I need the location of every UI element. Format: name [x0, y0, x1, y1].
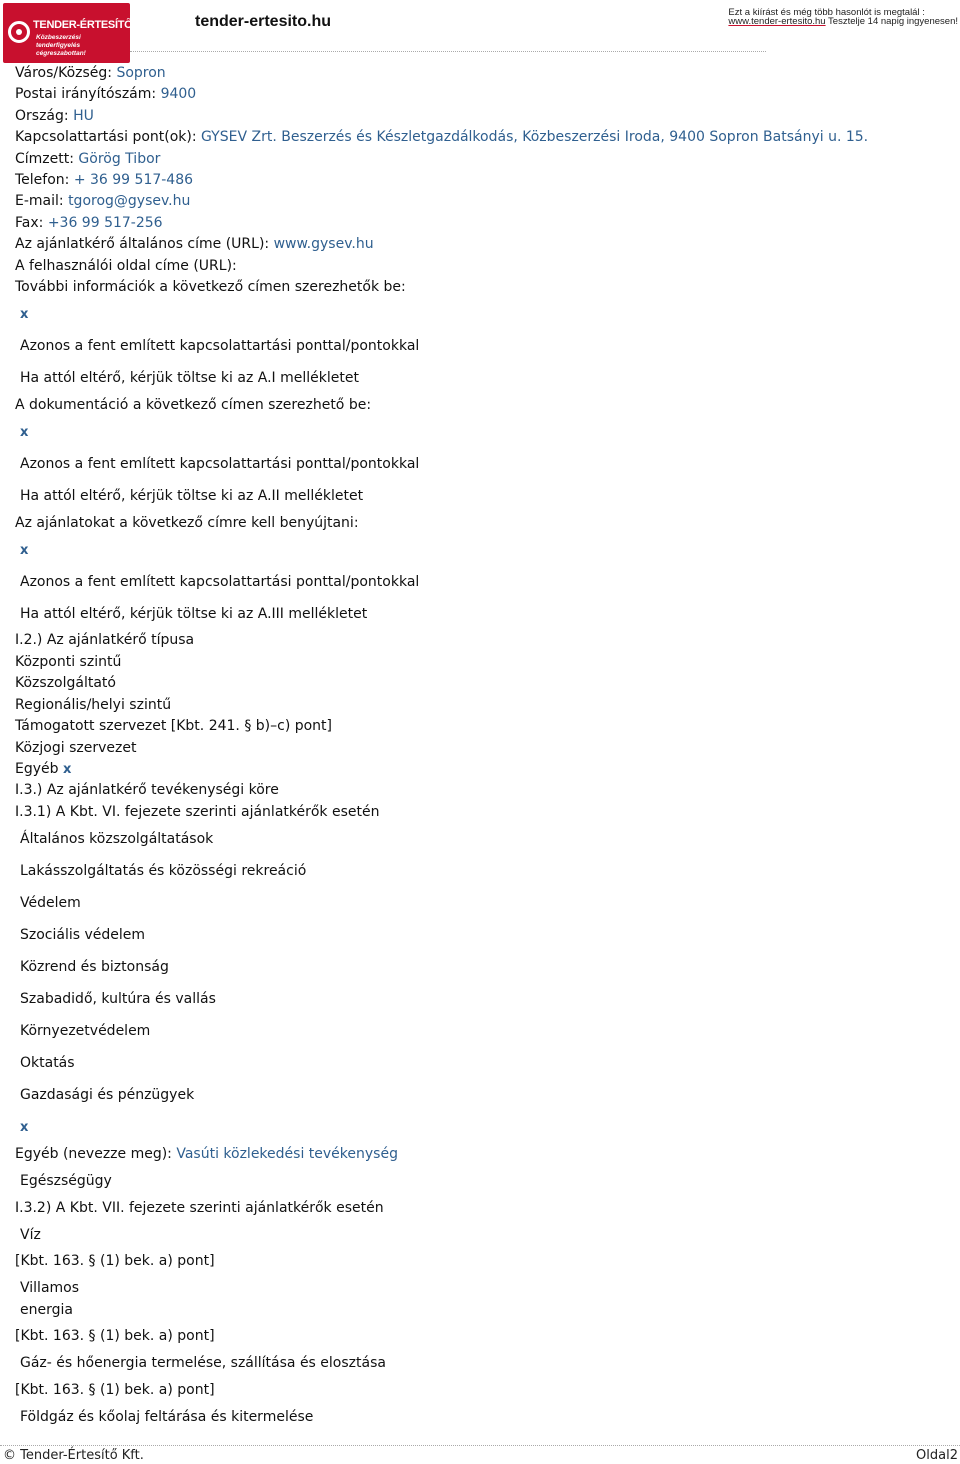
fax-row: [15, 213, 163, 233]
contact-point-label: Kapcsolattartási pont(ok):: [15, 129, 202, 145]
promo-text: [728, 8, 958, 26]
footer-divider: [0, 1445, 960, 1446]
activity-item-electric-line1: Villamos: [20, 1280, 80, 1296]
promo-trial-text: Tesztelje 14 napig ingyenesen!: [825, 16, 958, 27]
country-label: Ország:: [15, 108, 74, 124]
buyer-profile-row: A felhasználói oldal címe (URL):: [15, 258, 237, 274]
activity-item-health: Egészségügy: [20, 1173, 112, 1189]
attention-row: [15, 149, 160, 169]
country-row: [15, 106, 94, 126]
url-row: [15, 234, 374, 254]
activity-heading: I.3.) Az ajánlatkérő tevékenységi köre: [15, 782, 279, 798]
activity-item: Szociális védelem: [20, 927, 146, 943]
site-logo[interactable]: [3, 3, 148, 63]
header-divider: [130, 51, 766, 52]
activity-other-value: Vasúti közlekedési tevékenység: [176, 1146, 398, 1162]
site-title: tender-ertesito.hu: [195, 13, 332, 30]
activity-item: Lakásszolgáltatás és közösségi rekreáció: [20, 863, 307, 879]
city-label: Város/Község:: [15, 65, 117, 81]
info-section-label: További információk a következő címen szerezhetők be:: [15, 279, 406, 295]
type-item: Közszolgáltató: [15, 675, 116, 691]
email-label: E-mail:: [15, 193, 69, 209]
type-item: Támogatott szervezet [Kbt. 241. § b)–c) pont]: [15, 718, 333, 734]
promo-line-2: [728, 17, 958, 26]
tender-other-option: Ha attól eltérő, kérjük töltse ki az A.III mellékletet: [20, 606, 368, 622]
activity-vii-heading: I.3.2) A Kbt. VII. fejezete szerinti ajánlatkérők esetén: [15, 1200, 384, 1216]
activity-item: Közrend és biztonság: [20, 959, 169, 975]
activity-item-gas-oil: Földgáz és kőolaj feltárása és kitermelése: [20, 1409, 314, 1425]
docs-same-option: Azonos a fent említett kapcsolattartási ponttal/pontokkal: [20, 456, 420, 472]
info-check-mark-icon: x: [20, 307, 29, 322]
activity-item: Gazdasági és pénzügyek: [20, 1087, 195, 1103]
info-same-option: Azonos a fent említett kapcsolattartási ponttal/pontokkal: [20, 338, 420, 354]
phone-value: + 36 99 517-486: [73, 172, 194, 188]
email-value[interactable]: tgorog@gysev.hu: [68, 193, 191, 209]
kbt-reference: [Kbt. 163. § (1) bek. a) pont]: [15, 1253, 215, 1269]
country-value: HU: [73, 108, 94, 124]
phone-row: [15, 170, 193, 190]
activity-item-electric-line2: energia: [20, 1302, 73, 1318]
footer-copyright: © Tender-Értesítő Kft.: [3, 1448, 144, 1463]
logo-title: TENDER-ÉRTESÍTŐ.hu: [33, 19, 148, 31]
page-header: [0, 0, 960, 64]
type-other-row: [15, 759, 71, 780]
tender-section-label: Az ajánlatokat a következő címre kell benyújtani:: [15, 515, 359, 531]
logo-subtitle: Közbeszerzési tenderfigyelés cégreszabottan!: [36, 34, 86, 57]
tender-check-mark-icon: x: [20, 543, 29, 558]
url-label: Az ajánlatkérő általános címe (URL):: [15, 236, 274, 252]
type-item: Központi szintű: [15, 654, 122, 670]
kbt-reference: [Kbt. 163. § (1) bek. a) pont]: [15, 1382, 215, 1398]
activity-vi-heading: I.3.1) A Kbt. VI. fejezete szerinti ajánlatkérők esetén: [15, 804, 380, 820]
activity-item: Környezetvédelem: [20, 1023, 151, 1039]
tender-same-option: Azonos a fent említett kapcsolattartási ponttal/pontokkal: [20, 574, 420, 590]
type-other-check-mark-icon: x: [62, 762, 72, 777]
attention-label: Címzett:: [15, 151, 79, 167]
zip-label: Postai irányítószám:: [15, 86, 161, 102]
docs-other-option: Ha attól eltérő, kérjük töltse ki az A.II mellékletet: [20, 488, 364, 504]
attention-value: Görög Tibor: [78, 151, 161, 167]
promo-line-1: Ezt a kiírást és még több hasonlót is megtalál :: [728, 7, 925, 18]
docs-section-label: A dokumentáció a következő címen szerezhető be:: [15, 397, 372, 413]
activity-item: Oktatás: [20, 1055, 75, 1071]
activity-item-gas-heat: Gáz- és hőenergia termelése, szállítása és elosztása: [20, 1355, 386, 1371]
activity-other-label: Egyéb (nevezze meg):: [15, 1146, 177, 1162]
email-row: [15, 191, 190, 211]
logo-target-icon: [8, 21, 30, 43]
activity-other-row: [15, 1144, 398, 1164]
footer-page-number: Oldal2: [916, 1448, 958, 1463]
fax-label: Fax:: [15, 215, 48, 231]
city-value: Sopron: [116, 65, 166, 81]
contact-point-row: [15, 127, 868, 147]
activity-item: Általános közszolgáltatások: [20, 831, 214, 847]
type-heading: I.2.) Az ajánlatkérő típusa: [15, 632, 195, 648]
activity-item: Védelem: [20, 895, 81, 911]
zip-row: [15, 84, 196, 104]
activity-item: Szabadidő, kultúra és vallás: [20, 991, 216, 1007]
contact-point-value: GYSEV Zrt. Beszerzés és Készletgazdálkodás, Közbeszerzési Iroda, 9400 Sopron Batsányi u. 15.: [201, 129, 869, 145]
kbt-reference: [Kbt. 163. § (1) bek. a) pont]: [15, 1328, 215, 1344]
type-item: Egyéb: [15, 761, 63, 777]
fax-value: +36 99 517-256: [47, 215, 163, 231]
type-item: Közjogi szervezet: [15, 740, 137, 756]
info-other-option: Ha attól eltérő, kérjük töltse ki az A.I mellékletet: [20, 370, 359, 386]
activity-item-water: Víz: [20, 1227, 41, 1243]
zip-value: 9400: [160, 86, 197, 102]
phone-label: Telefon:: [15, 172, 74, 188]
city-row: [15, 63, 166, 83]
type-item: Regionális/helyi szintű: [15, 697, 172, 713]
promo-link[interactable]: www.tender-ertesito.hu: [728, 16, 826, 27]
docs-check-mark-icon: x: [20, 425, 29, 440]
url-value[interactable]: www.gysev.hu: [273, 236, 374, 252]
activity-check-mark-icon: x: [20, 1120, 29, 1135]
